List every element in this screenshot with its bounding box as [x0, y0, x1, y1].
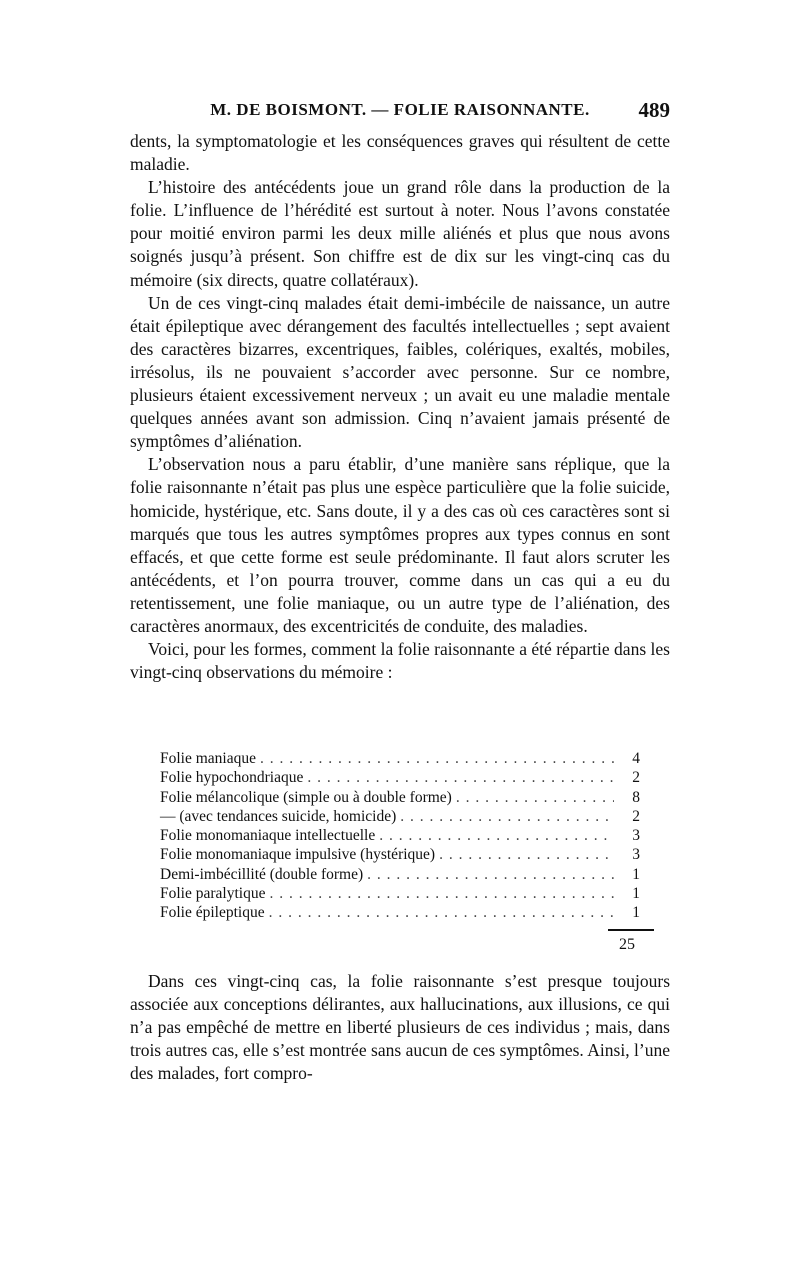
leader-dots: [269, 884, 614, 903]
forms-distribution-table: [160, 749, 640, 923]
row-label: Folie monomaniaque intellectuelle: [160, 827, 376, 845]
table-row: [160, 788, 640, 807]
leader-dots: [269, 903, 614, 922]
row-label: Folie paralytique: [160, 885, 266, 903]
table-row: [160, 884, 640, 903]
page-number: 489: [638, 98, 670, 122]
row-value: 4: [632, 750, 640, 767]
table-row: [160, 903, 640, 922]
paragraph: dents, la symptomatologie et les conséquences graves qui résultent de cette maladie.: [130, 131, 670, 175]
row-label: Folie hypochondriaque: [160, 769, 304, 787]
leader-dots: [307, 768, 614, 787]
row-label: Demi-imbécillité (double forme): [160, 865, 364, 883]
running-title: M. DE BOISMONT. — FOLIE RAISONNANTE.: [210, 100, 590, 119]
table-row: [160, 768, 640, 787]
paragraph: L’observation nous a paru établir, d’une manière sans réplique, que la folie raisonnante n’était pas plus une espèce particulière que la folie suicide, homicide, hystérique, etc. Sans doute, il y a des cas où ces caractères sont si marqués que tous les autres symptômes propres aux types connus en sont effacés, et que cette forme est seule prédominante. Il faut alors scruter les antécédents, et l’on pourra trouver, comme dans un cas qui a eu du retentissement, une folie maniaque, ou un autre type de l’aliénation, des caractères anormaux, des excentricités de conduite, des maladies.: [130, 454, 670, 636]
paragraph: Dans ces vingt-cinq cas, la folie raisonnante s’est presque toujours associée aux conceptions délirantes, aux hallucinations, aux illusions, ce qui n’a pas empêché de mettre en liberté plusieurs de ces individus ; mais, dans trois autres cas, elle s’est montrée sans aucun de ces symptômes. Ainsi, l’une des malades, fort compro-: [130, 971, 670, 1084]
body-text-before-table: [130, 130, 670, 684]
row-label: Folie mélancolique (simple ou à double forme): [160, 788, 452, 806]
leader-dots: [260, 749, 614, 768]
total-rule: [608, 929, 654, 931]
table-total: 25: [619, 936, 635, 953]
row-label: Folie épileptique: [160, 904, 265, 922]
row-value: 2: [632, 769, 640, 787]
leader-dots: [439, 845, 614, 864]
leader-dots: [379, 826, 614, 845]
paragraph: Un de ces vingt-cinq malades était demi-imbécile de naissance, un autre était épileptique avec dérangement des facultés intellectuelles ; sept avaient des caractères bizarres, excentriques, faibles, colériques, exaltés, mobiles, irrésolus, ils ne pouvaient s’accorder avec personne. Sur ce nombre, plusieurs étaient excessivement nerveux ; un avait eu une maladie mentale quelques années avant son admission. Cinq n’avaient jamais présenté de symptômes d’aliénation.: [130, 292, 670, 452]
table-row: [160, 865, 640, 884]
row-value: 2: [632, 807, 640, 825]
row-value: 1: [632, 904, 640, 922]
leader-dots: [400, 807, 614, 826]
paragraph: Voici, pour les formes, comment la folie raisonnante a été répartie dans les vingt-cinq observations du mémoire :: [130, 639, 670, 683]
row-value: 1: [632, 885, 640, 903]
row-value: 1: [632, 865, 640, 883]
table-row: [160, 749, 640, 768]
row-label: Folie maniaque: [160, 750, 256, 767]
leader-dots: [367, 865, 614, 884]
row-label: — (avec tendances suicide, homicide): [160, 807, 397, 825]
table-row: [160, 807, 640, 826]
row-value: 8: [632, 788, 640, 806]
paragraph: L’histoire des antécédents joue un grand rôle dans la production de la folie. L’influence de l’hérédité est surtout à noter. Nous l’avons constatée pour moitié environ parmi les deux mille aliénés et plus que nous avons soignés jusqu’à présent. Son chiffre est de dix sur les vingt-cinq cas du mémoire (six directs, quatre collatéraux).: [130, 177, 670, 290]
running-header: [130, 100, 670, 132]
table-row: [160, 845, 640, 864]
table-row: [160, 826, 640, 845]
body-text-after-table: [130, 970, 670, 1085]
row-label: Folie monomaniaque impulsive (hystérique): [160, 846, 436, 864]
row-value: 3: [632, 827, 640, 845]
row-value: 3: [632, 846, 640, 864]
leader-dots: [456, 788, 614, 807]
